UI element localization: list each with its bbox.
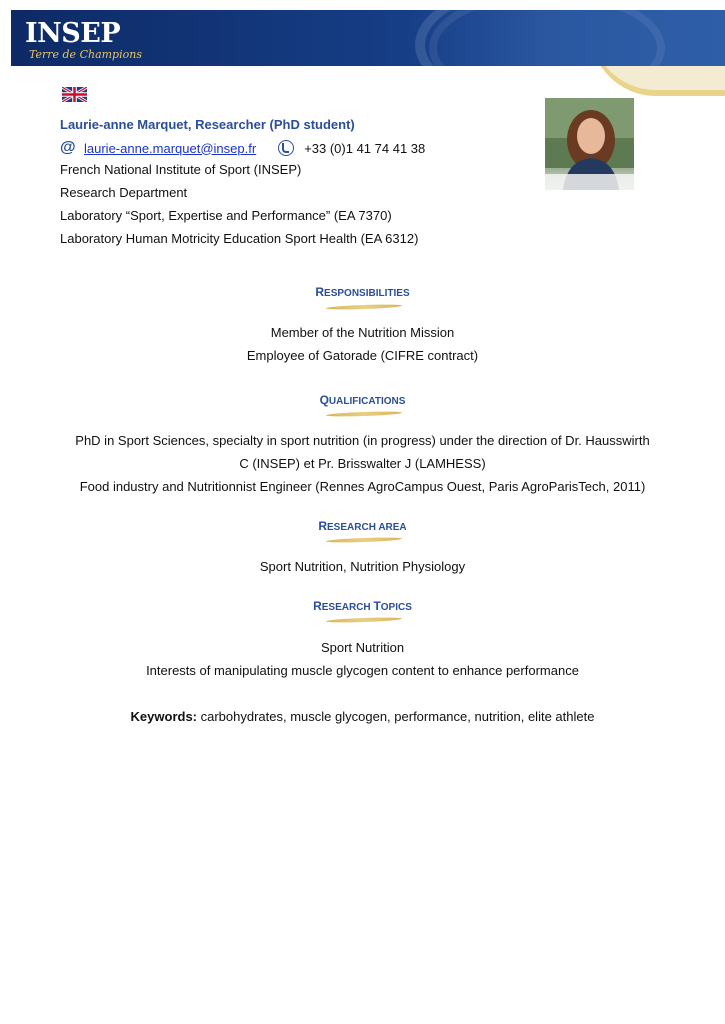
qualification-line: PhD in Sport Sciences, specialty in sport nutrition (in progress) under the direction of Dr. Hausswirth (75, 433, 650, 448)
info-line-lab-2: Laboratory Human Motricity Education Sport Health (EA 6312) (60, 231, 419, 246)
title-initial: R (315, 285, 325, 299)
qualification-line: Food industry and Nutritionnist Engineer (Rennes AgroCampus Ouest, Paris AgroParisTech, 2011) (79, 479, 646, 494)
qualification-line: C (INSEP) et Pr. Brisswalter J (LAMHESS) (239, 456, 486, 471)
phone-number: +33 (0)1 41 74 41 38 (304, 140, 426, 156)
title-initial: T (373, 599, 381, 613)
section-title-responsibilities (0, 285, 725, 299)
section-title-research-topics (0, 599, 725, 613)
info-line-institute: French National Institute of Sport (INSEP) (60, 162, 302, 177)
section-underline (326, 537, 402, 544)
research-topic-line: Sport Nutrition (320, 640, 405, 655)
section-underline (326, 617, 402, 624)
banner-swoosh-2 (429, 10, 665, 66)
keywords-line (0, 709, 725, 724)
contact-row (60, 139, 425, 157)
at-icon: @ (60, 139, 76, 156)
responsibility-line: Employee of Gatorade (CIFRE contract) (246, 348, 479, 363)
title-rest: ESEARCH AREA (327, 522, 407, 533)
section-underline (326, 411, 402, 418)
title-rest: ESEARCH (321, 602, 374, 613)
uk-flag-icon[interactable] (62, 87, 87, 102)
info-line-lab-1: Laboratory “Sport, Expertise and Performance” (EA 7370) (60, 208, 392, 223)
researcher-name: Laurie-anne Marquet, Researcher (PhD student) (60, 117, 355, 132)
logo-tagline: Terre de Champions (29, 48, 142, 61)
research-area-line: Sport Nutrition, Nutrition Physiology (259, 559, 466, 574)
research-topic-line: Interests of manipulating muscle glycogen content to enhance performance (146, 663, 579, 678)
keywords-value: carbohydrates, muscle glycogen, performance, nutrition, elite athlete (197, 709, 595, 724)
title-rest: OPICS (380, 602, 412, 613)
section-title-qualifications (0, 393, 725, 407)
email-link[interactable]: laurie-anne.marquet@insep.fr (84, 140, 257, 156)
phone-icon (278, 140, 294, 156)
title-initial: Q (319, 393, 329, 407)
section-title-research-area (0, 519, 725, 533)
title-rest: UALIFICATIONS (328, 396, 406, 407)
title-rest: ESPONSIBILITIES (324, 288, 410, 299)
section-underline (326, 304, 402, 311)
info-line-department: Research Department (60, 185, 188, 200)
profile-photo (545, 98, 634, 190)
keywords-label: Keywords: (130, 709, 198, 724)
header-banner (11, 10, 725, 66)
responsibility-line: Member of the Nutrition Mission (270, 325, 455, 340)
title-initial: R (318, 519, 328, 533)
insep-logo: INSEP (25, 18, 121, 49)
title-initial: R (313, 599, 322, 613)
